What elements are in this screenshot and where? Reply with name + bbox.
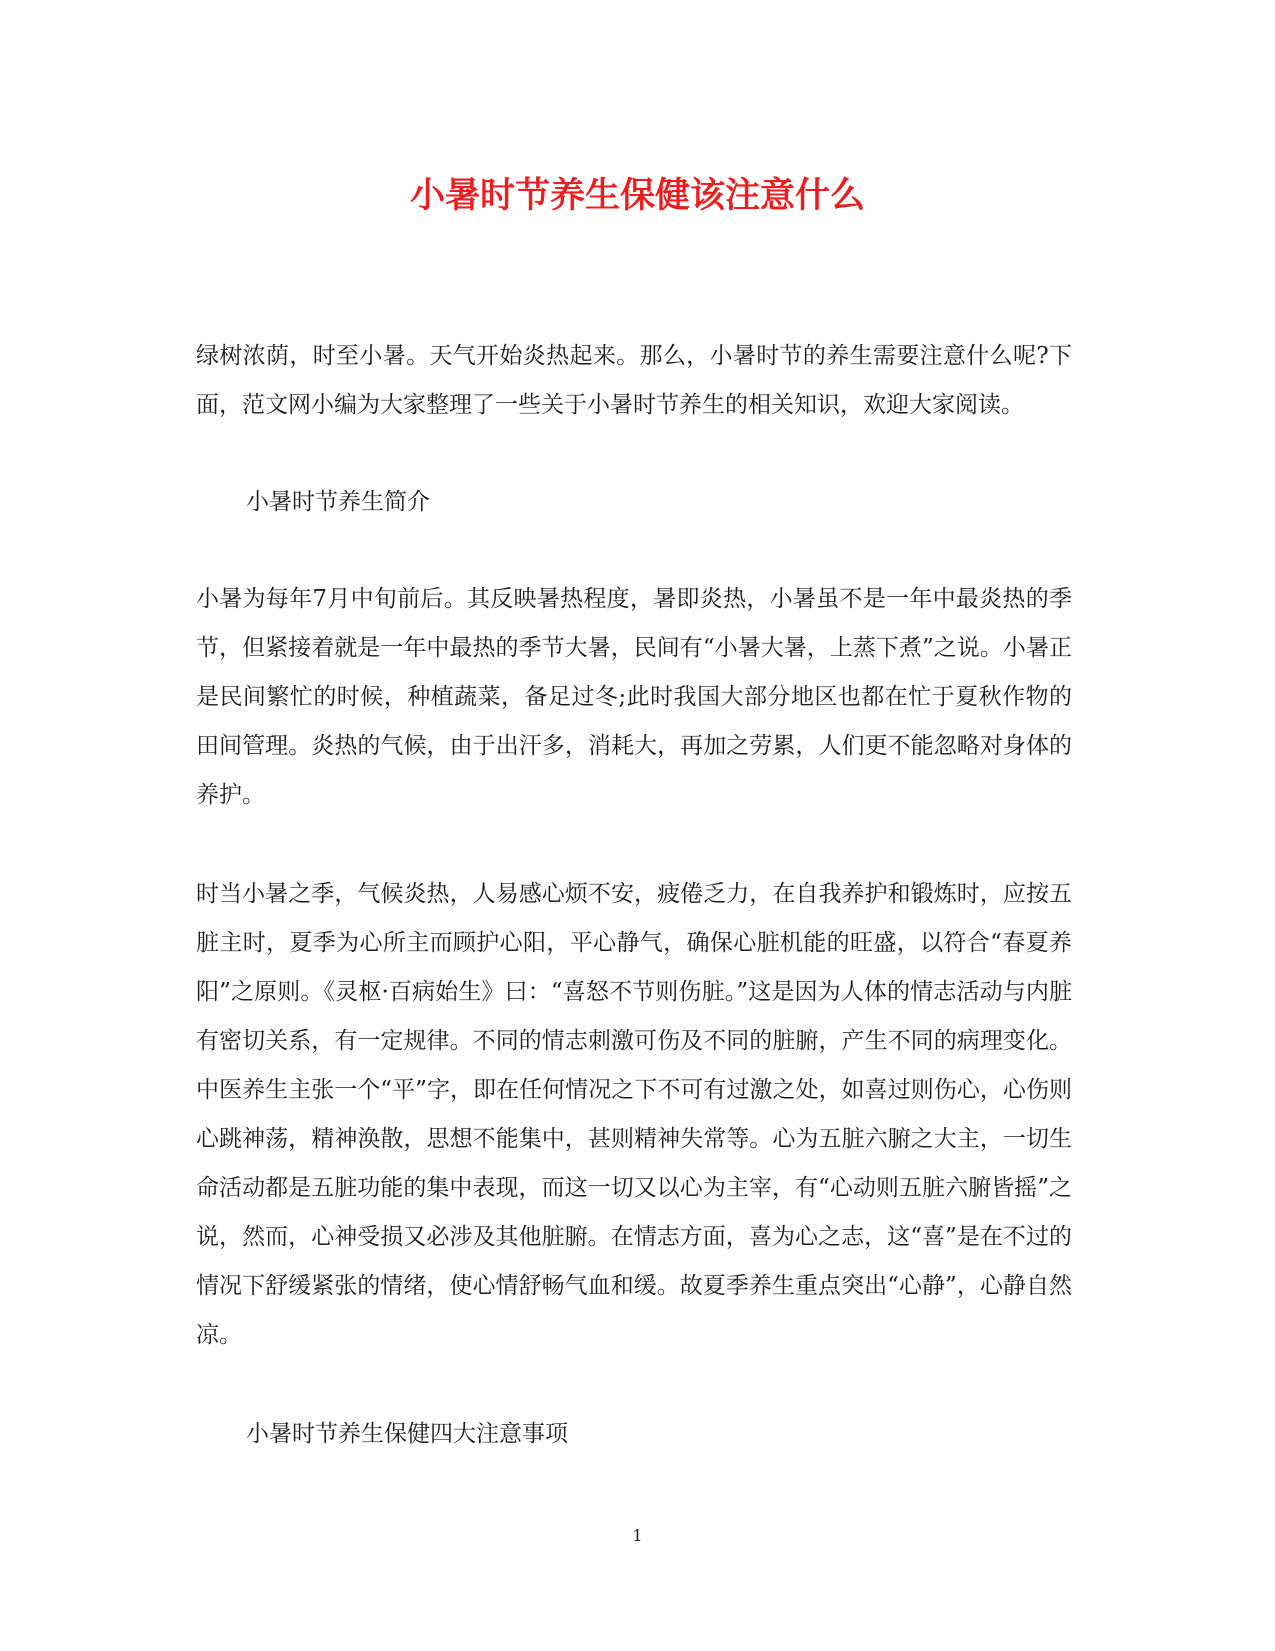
section-heading-intro: 小暑时节养生简介: [246, 489, 430, 515]
section-heading-precautions: 小暑时节养生保健四大注意事项: [246, 1421, 568, 1447]
overview-paragraph: 小暑为每年7月中旬前后。其反映暑热程度，暑即炎热，小暑虽不是一年中最炎热的季节，但紧接着就是一年中最热的季节大暑，民间有“小暑大暑，上蒸下煮”之说。小暑正是民间繁忙的时候，种植蔬菜，备足过冬;此时我国大部分地区也都在忙于夏秋作物的田间管理。炎热的气候，由于出汗多，消耗大，再加之劳累，人们更不能忽略对身体的养护。: [196, 586, 1072, 808]
intro-paragraph: 绿树浓荫，时至小暑。天气开始炎热起来。那么，小暑时节的养生需要注意什么呢?下面，范文网小编为大家整理了一些关于小暑时节养生的相关知识，欢迎大家阅读。: [196, 343, 1072, 418]
health-paragraph: 时当小暑之季，气候炎热，人易感心烦不安，疲倦乏力，在自我养护和锻炼时，应按五脏主时，夏季为心所主而顾护心阳，平心静气，确保心脏机能的旺盛，以符合“春夏养阳”之原则。《灵枢·百病始生》曰：“喜怒不节则伤脏。”这是因为人体的情志活动与内脏有密切关系，有一定规律。不同的情志刺激可伤及不同的脏腑，产生不同的病理变化。中医养生主张一个“平”字，即在任何情况之下不可有过激之处，如喜过则伤心，心伤则心跳神荡，精神涣散，思想不能集中，甚则精神失常等。心为五脏六腑之大主，一切生命活动都是五脏功能的集中表现，而这一切又以心为主宰，有“心动则五脏六腑皆摇”之说，然而，心神受损又必涉及其他脏腑。在情志方面，喜为心之志，这“喜”是在不过的情况下舒缓紧张的情绪，使心情舒畅气血和缓。故夏季养生重点突出“心静”，心静自然凉。: [196, 881, 1072, 1348]
page-title: 小暑时节养生保健该注意什么: [409, 175, 865, 216]
page-number: 1: [632, 1526, 643, 1545]
